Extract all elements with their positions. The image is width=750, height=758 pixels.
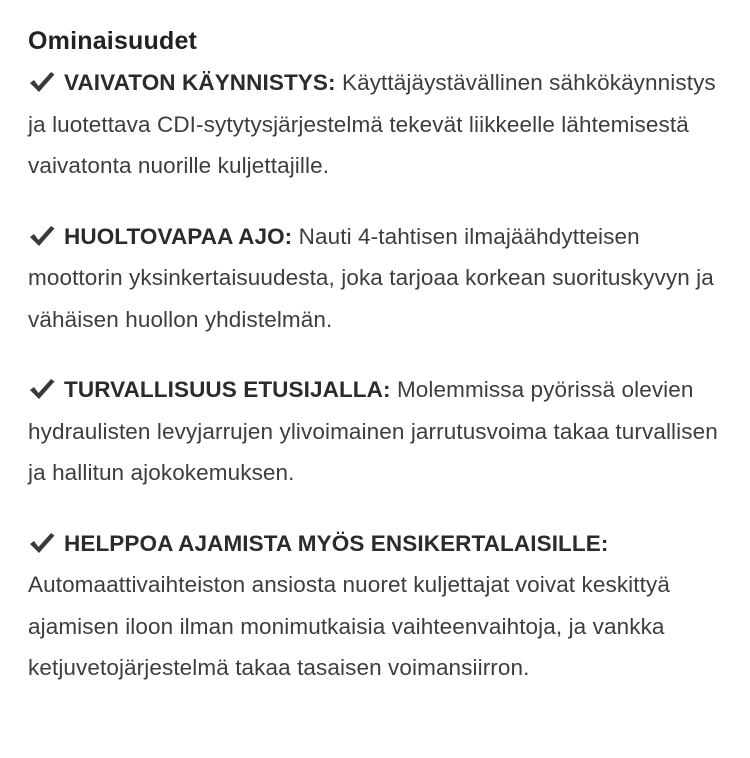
feature-text: Nauti 4-tahtisen ilmajäähdytteisen moottorin yksinkertaisuudesta, joka tarjoaa korkean suorituskyvyn ja vähäisen huollon yhdistelmän. — [28, 223, 714, 332]
checkmark-icon — [28, 225, 56, 247]
feature-title: TURVALLISUUS ETUSIJALLA: — [64, 377, 391, 402]
feature-item — [28, 62, 722, 187]
checkmark-icon — [28, 378, 56, 400]
feature-title: VAIVATON KÄYNNISTYS: — [64, 70, 336, 95]
feature-item — [28, 216, 722, 341]
checkmark-icon — [28, 532, 56, 554]
feature-text: Käyttäjäystävällinen sähkökäynnistys ja luotettava CDI-sytytysjärjestelmä tekevät liikkeelle lähtemisestä vaivatonta nuorille kuljettajille. — [28, 70, 716, 178]
feature-title: HELPPOA AJAMISTA MYÖS ENSIKERTALAISILLE: — [64, 530, 609, 556]
checkmark-icon — [28, 71, 56, 93]
feature-text: Molemmissa pyörissä olevien hydraulisten levyjarrujen ylivoimainen jarrutusvoima takaa turvallisen ja hallitun ajokokemuksen. — [28, 377, 718, 485]
feature-title: HUOLTOVAPAA AJO: — [64, 223, 293, 249]
feature-item — [28, 523, 722, 689]
feature-text: Automaattivaihteiston ansiosta nuoret kuljettajat voivat keskittyä ajamisen iloon ilman monimutkaisia vaihteenvaihtoja, ja vankka ketjuvetojärjestelmä takaa tasaisen voimansiirron. — [28, 572, 670, 680]
section-title: Ominaisuudet — [28, 27, 198, 55]
feature-item — [28, 369, 722, 494]
